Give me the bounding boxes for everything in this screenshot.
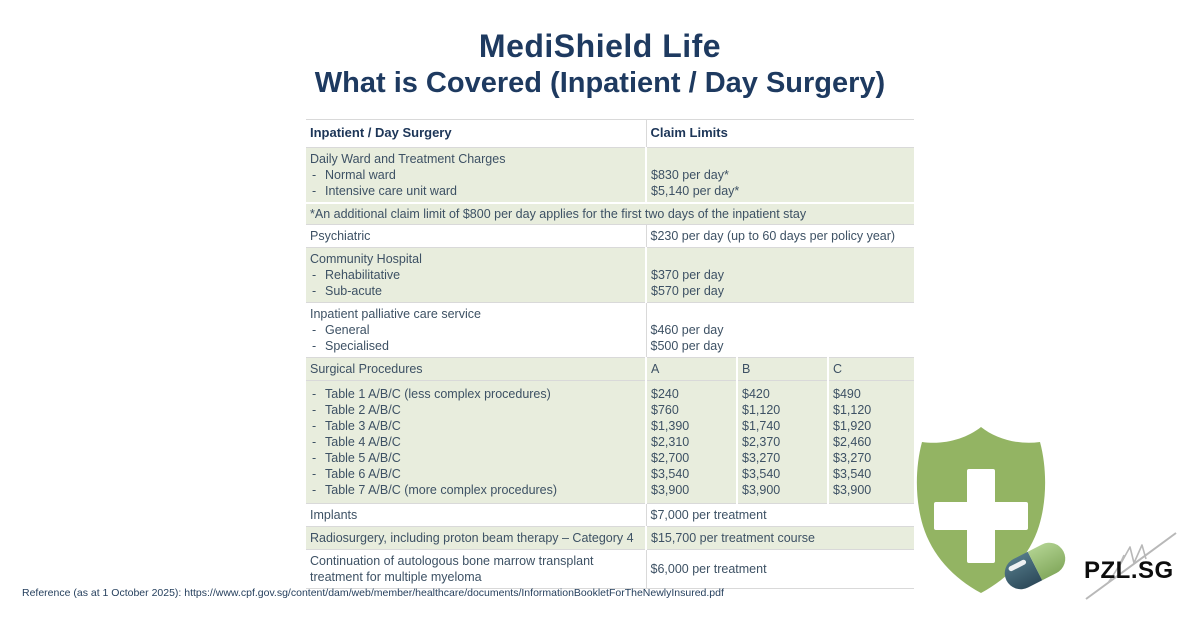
palliative-label: Inpatient palliative care service [310,307,481,321]
claims-table [306,119,914,589]
surgical-table-label: - Table 5 A/B/C [312,451,401,465]
row-surgical-tables [306,381,914,504]
surgical-b-value: $1,120 [742,403,781,417]
surgical-b-value: $3,540 [742,467,781,481]
community-value: $570 per day [651,284,724,298]
psychiatric-value: $230 per day (up to 60 days per policy year) [646,225,914,248]
surgical-table-label: - Table 1 A/B/C (less complex procedures) [312,387,551,401]
surgical-a-value: $760 [651,403,679,417]
reference-text: Reference (as at 1 October 2025): https://www.cpf.gov.sg/content/dam/web/member/healthcare/documents/InformationBookletForTheNewlyInsured.pdf [22,587,724,599]
bone-marrow-label: Continuation of autologous bone marrow transplant [310,554,594,568]
row-community-hospital [306,248,914,303]
row-footnote [306,203,914,225]
row-bone-marrow [306,550,914,589]
palliative-item: - Specialised [312,339,389,353]
community-item: - Sub-acute [312,284,382,298]
community-item: - Rehabilitative [312,268,401,282]
surgical-b-value: $1,740 [742,419,781,433]
surgical-a-value: $2,700 [651,451,690,465]
radiosurgery-label: Radiosurgery, including proton beam therapy – Category 4 [306,527,646,550]
palliative-value: $500 per day [650,339,724,353]
row-daily-ward [306,148,914,204]
surgical-class-a: A [646,358,737,381]
palliative-item: - General [312,323,370,337]
bone-marrow-value: $6,000 per treatment [646,550,914,589]
surgical-a-value: $1,390 [651,419,690,433]
surgical-label: Surgical Procedures [306,358,646,381]
surgical-class-b: B [737,358,828,381]
surgical-c-value: $3,540 [833,467,872,481]
footnote-text: *An additional claim limit of $800 per day applies for the first two days of the inpatient stay [306,203,914,225]
header-claim-limits: Claim Limits [646,120,914,148]
surgical-table-label: - Table 4 A/B/C [312,435,401,449]
title-block [0,28,1200,102]
daily-ward-item: - Normal ward [312,168,396,182]
surgical-c-value: $3,900 [833,483,872,497]
surgical-a-value: $240 [651,387,679,401]
daily-ward-item: - Intensive care unit ward [312,184,458,198]
surgical-c-value: $3,270 [833,451,872,465]
surgical-table-label: - Table 7 A/B/C (more complex procedures) [312,483,558,497]
logo-block [1078,525,1188,605]
surgical-b-value: $420 [742,387,770,401]
surgical-table-label: - Table 2 A/B/C [312,403,401,417]
surgical-a-value: $2,310 [651,435,690,449]
bone-marrow-label: treatment for multiple myeloma [310,570,482,584]
surgical-table-label: - Table 6 A/B/C [312,467,401,481]
surgical-a-value: $3,900 [651,483,690,497]
radiosurgery-value: $15,700 per treatment course [646,527,914,550]
implants-label: Implants [306,504,646,527]
row-radiosurgery [306,527,914,550]
surgical-b-value: $3,270 [742,451,781,465]
surgical-c-value: $490 [833,387,861,401]
surgical-b-value: $2,370 [742,435,781,449]
daily-ward-label: Daily Ward and Treatment Charges [310,152,506,166]
pzl-sg-logo: PZL.SG [1084,557,1174,584]
pill-icon [993,533,1077,599]
daily-ward-value: $830 per day* [651,168,729,182]
row-palliative [306,303,914,358]
page-subtitle: What is Covered (Inpatient / Day Surgery) [314,67,886,99]
palliative-value: $460 per day [650,323,724,337]
surgical-c-value: $1,920 [833,419,872,433]
row-surgical-header [306,358,914,381]
surgical-b-value: $3,900 [742,483,781,497]
surgical-c-value: $1,120 [833,403,872,417]
surgical-table-label: - Table 3 A/B/C [312,419,401,433]
header-inpatient: Inpatient / Day Surgery [306,120,646,148]
community-value: $370 per day [651,268,724,282]
psychiatric-label: Psychiatric [306,225,646,248]
table-header-row [306,120,914,148]
community-label: Community Hospital [310,252,422,266]
surgical-a-value: $3,540 [651,467,690,481]
implants-value: $7,000 per treatment [646,504,914,527]
page-title: MediShield Life [478,28,722,64]
row-psychiatric [306,225,914,248]
surgical-c-value: $2,460 [833,435,872,449]
row-implants [306,504,914,527]
daily-ward-value: $5,140 per day* [651,184,740,198]
surgical-class-c: C [828,358,914,381]
